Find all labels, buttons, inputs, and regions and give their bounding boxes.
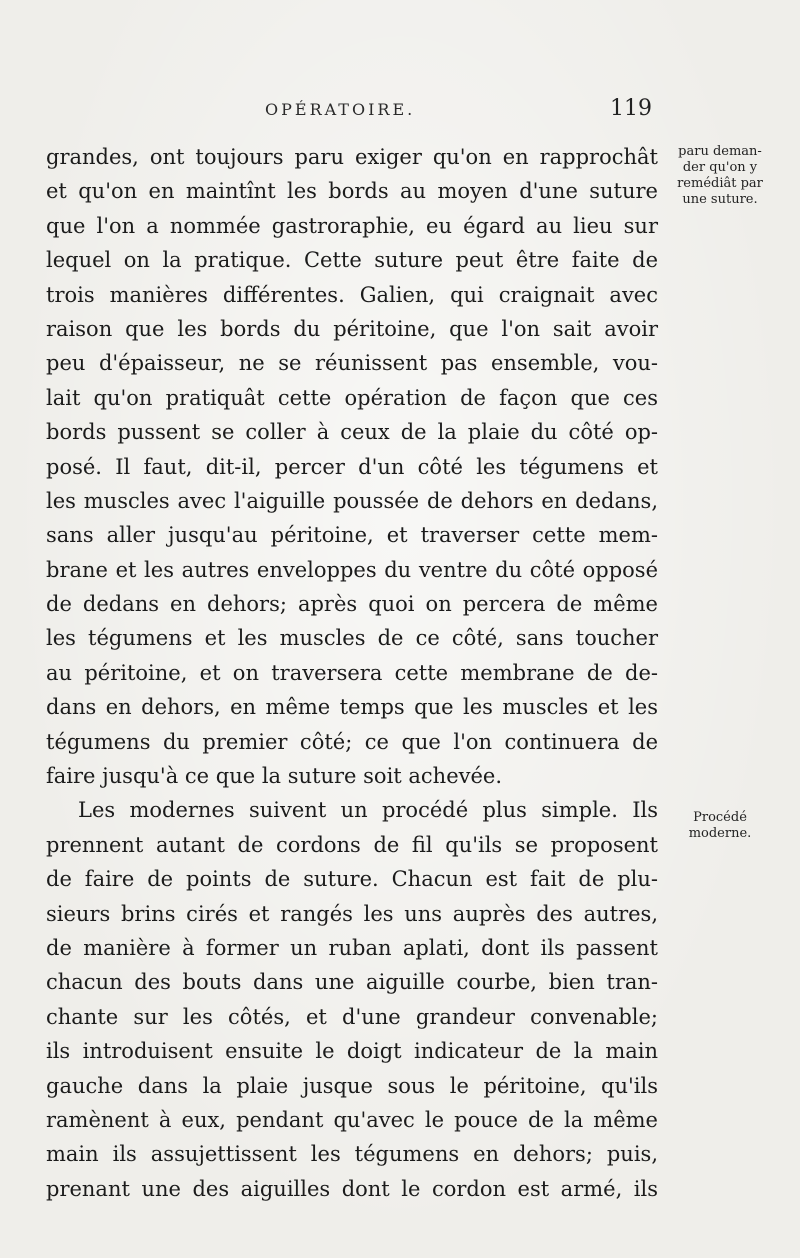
margin-note-line: moderne. — [688, 826, 752, 841]
text-line: sieurs brins cirés et rangés les uns auprès des autres, — [46, 901, 658, 926]
text-line: de faire de points de suture. Chacun est fait de plu- — [46, 867, 658, 892]
margin-note-line: der qu'on y — [682, 160, 758, 175]
text-line: que l'on a nommée gastroraphie, eu égard au lieu sur — [46, 213, 658, 238]
text-line: ramènent à eux, pendant qu'avec le pouce de la même — [46, 1107, 658, 1132]
text-line: de manière à former un ruban aplati, dont ils passent — [46, 935, 658, 960]
body-text — [46, 140, 658, 1206]
text-line: les tégumens et les muscles de ce côté, sans toucher — [46, 626, 658, 651]
margin-note-procede — [660, 810, 780, 842]
margin-note-line: Procédé — [693, 810, 747, 825]
text-line: posé. Il faut, dit-il, percer d'un côté les tégumens et — [46, 454, 658, 479]
margin-note-suture — [660, 144, 780, 208]
text-line: main ils assujettissent les tégumens en dehors; puis, — [46, 1142, 658, 1167]
text-line: sans aller jusqu'au péritoine, et traverser cette mem- — [46, 523, 658, 548]
page-number: 119 — [610, 96, 652, 121]
text-line: lait qu'on pratiquât cette opération de façon que ces — [46, 385, 658, 410]
text-line: dans en dehors, en même temps que les muscles et les — [46, 695, 658, 720]
text-line: raison que les bords du péritoine, que l'on sait avoir — [46, 316, 658, 341]
running-head: OPÉRATOIRE. — [265, 100, 416, 119]
text-line: au péritoine, et on traversera cette membrane de de- — [46, 660, 658, 685]
text-line: gauche dans la plaie jusque sous le péritoine, qu'ils — [46, 1073, 658, 1098]
text-line: les muscles avec l'aiguille poussée de dehors en dedans, — [46, 488, 658, 513]
text-line: brane et les autres enveloppes du ventre du côté opposé — [46, 557, 658, 582]
text-line: lequel on la pratique. Cette suture peut être faite de — [46, 248, 658, 273]
margin-note-line: remédiât par — [677, 176, 763, 191]
text-line: trois manières différentes. Galien, qui craignait avec — [46, 282, 658, 307]
text-line: faire jusqu'à ce que la suture soit achevée. — [46, 764, 503, 789]
margin-note-line: paru deman- — [678, 144, 762, 159]
text-line: grandes, ont toujours paru exiger qu'on en rapprochât — [46, 145, 658, 169]
text-line: prenant une des aiguilles dont le cordon est armé, ils — [46, 1176, 658, 1201]
text-line: tégumens du premier côté; ce que l'on continuera de — [46, 729, 658, 754]
text-line: chacun des bouts dans une aiguille courbe, bien tran- — [46, 970, 658, 995]
text-line: Les modernes suivent un procédé plus simple. Ils — [78, 798, 658, 823]
text-line: chante sur les côtés, et d'une grandeur convenable; — [46, 1004, 658, 1029]
text-line: peu d'épaisseur, ne se réunissent pas ensemble, vou- — [46, 351, 658, 376]
text-line: ils introduisent ensuite le doigt indicateur de la main — [46, 1039, 658, 1064]
text-line: bords pussent se coller à ceux de la plaie du côté op- — [46, 420, 658, 445]
text-line: de dedans en dehors; après quoi on percera de même — [46, 592, 658, 617]
text-line: et qu'on en maintînt les bords au moyen d'une suture — [46, 179, 658, 204]
text-line: prennent autant de cordons de fil qu'ils se proposent — [46, 832, 658, 857]
margin-note-line: une suture. — [682, 192, 758, 207]
